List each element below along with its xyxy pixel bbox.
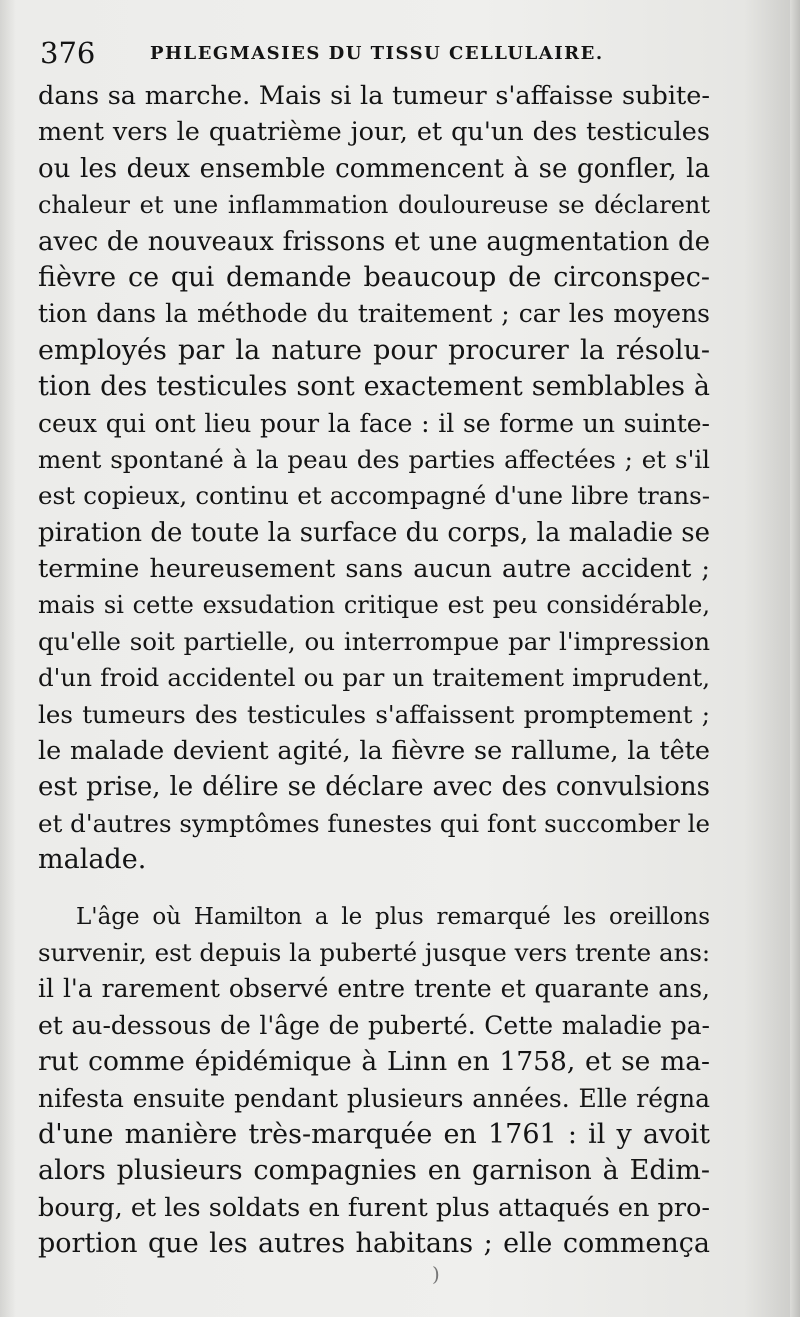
text-line: ment vers le quatrième jour, et qu'un des testicules bbox=[38, 117, 710, 148]
text-line: ceux qui ont lieu pour la face : il se forme un suinte- bbox=[38, 408, 710, 438]
running-title: PHLEGMASIES DU TISSU CELLULAIRE. bbox=[150, 43, 604, 64]
text-line: tion des testicules sont exactement semblables à bbox=[38, 371, 710, 403]
text-line: est copieux, continu et accompagné d'une libre trans- bbox=[38, 481, 710, 511]
text-line: piration de toute la surface du corps, la maladie se bbox=[38, 517, 710, 548]
text-line: d'un froid accidentel ou par un traitement imprudent, bbox=[38, 663, 710, 693]
text-line: fièvre ce qui demande beaucoup de circonspec- bbox=[38, 261, 710, 293]
text-line: nifesta ensuite pendant plusieurs années. Elle régna bbox=[38, 1083, 710, 1113]
text-line: et au-dessous de l'âge de puberté. Cette maladie pa- bbox=[38, 1010, 710, 1040]
text-line: il l'a rarement observé entre trente et quarante ans, bbox=[38, 974, 710, 1004]
text-line: chaleur et une inflammation douloureuse se déclarent bbox=[38, 191, 710, 220]
text-line: mais si cette exsudation critique est peu considérable, bbox=[38, 591, 710, 620]
text-line: ment spontané à la peau des parties affectées ; et s'il bbox=[38, 444, 710, 474]
text-line: bourg, et les soldats en furent plus attaqués en pro- bbox=[38, 1192, 710, 1223]
text-line: le malade devient agité, la fièvre se rallume, la tête bbox=[38, 736, 710, 767]
body-text bbox=[38, 78, 710, 1263]
text-line: ou les deux ensemble commencent à se gonfler, la bbox=[38, 153, 710, 184]
text-line: qu'elle soit partielle, ou interrompue par l'impression bbox=[38, 626, 710, 656]
text-line: alors plusieurs compagnies en garnison à Edim- bbox=[38, 1155, 710, 1187]
footer-mark: ) bbox=[432, 1262, 440, 1286]
text-line: et d'autres symptômes funestes qui font succomber le bbox=[38, 808, 710, 838]
text-line: survenir, est depuis la puberté jusque vers trente ans: bbox=[38, 937, 711, 967]
text-line: L'âge où Hamilton a le plus remarqué les oreillons bbox=[76, 903, 710, 930]
text-line: rut comme épidémique à Linn en 1758, et se ma- bbox=[38, 1046, 710, 1078]
text-line: d'une manière très-marquée en 1761 : il y avoit bbox=[38, 1118, 710, 1150]
text-line: est prise, le délire se déclare avec des convulsions bbox=[38, 772, 710, 803]
text-line: employés par la nature pour procurer la résolu- bbox=[38, 334, 710, 366]
page-number: 376 bbox=[40, 36, 96, 70]
text-line: malade. bbox=[38, 844, 147, 876]
paragraph-1 bbox=[38, 78, 710, 879]
page-header bbox=[40, 36, 780, 70]
paragraph-2 bbox=[38, 899, 710, 1263]
text-line: avec de nouveaux frissons et une augmentation de bbox=[38, 226, 710, 257]
text-line: termine heureusement sans aucun autre accident ; bbox=[38, 554, 710, 585]
text-line: tion dans la méthode du traitement ; car les moyens bbox=[38, 299, 710, 329]
text-line: dans sa marche. Mais si la tumeur s'affaisse subite- bbox=[38, 81, 710, 111]
paragraph-gap bbox=[38, 879, 710, 899]
page-edge bbox=[790, 0, 800, 1317]
text-line: portion que les autres habitans ; elle commença bbox=[38, 1228, 710, 1260]
text-line: les tumeurs des testicules s'affaissent promptement ; bbox=[38, 699, 710, 729]
